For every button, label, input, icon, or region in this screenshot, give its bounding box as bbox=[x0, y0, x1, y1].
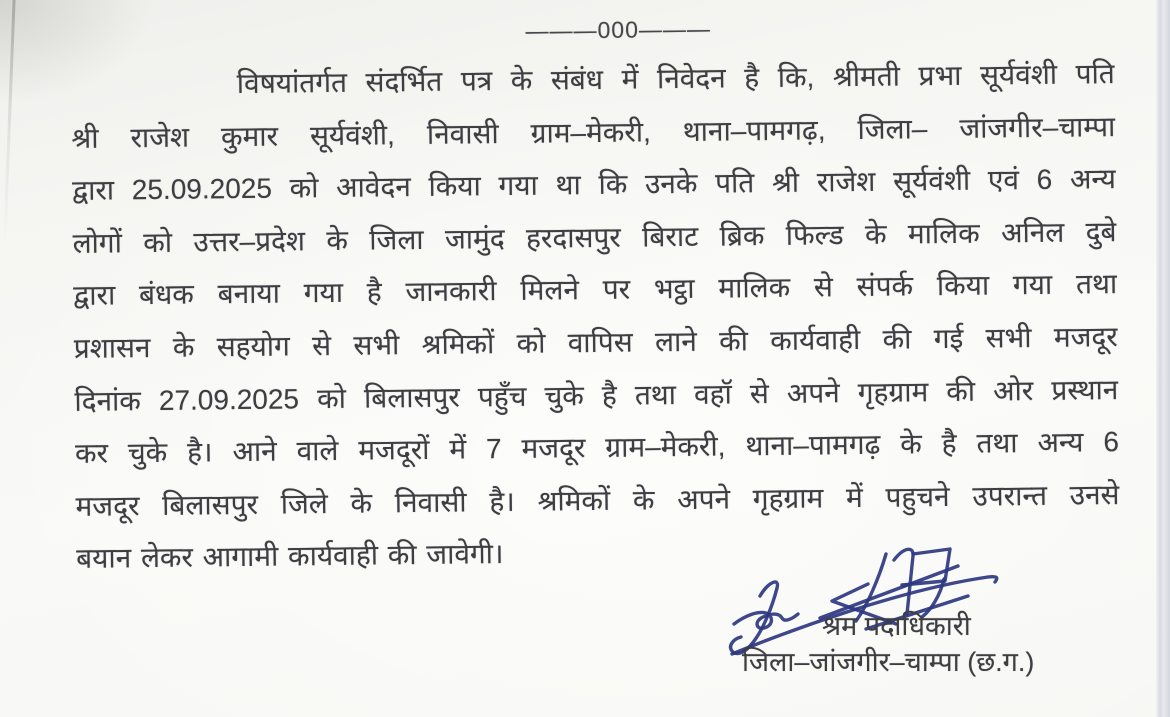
letter-line: मजदूर बिलासपुर जिले के निवासी है। श्रमिकों के अपने गृहग्राम में पहुचने उपरान्त उनसे bbox=[75, 478, 1120, 522]
signature-office: जिला–जांजगीर–चाम्पा (छ.ग.) bbox=[742, 647, 1035, 677]
letter-line: द्वारा 25.09.2025 को आवेदन किया गया था कि उनके पति श्री राजेश सूर्यवंशी एवं 6 अन्य bbox=[71, 163, 1117, 207]
letter-line: श्री राजेश कुमार सूर्यवंशी, निवासी ग्राम–मेकरी, थाना–पामगढ़, जिला– जांजगीर–चाम्पा bbox=[71, 110, 1116, 154]
letter-line: कर चुके है। आने वाले मजदूरों में 7 मजदूर ग्राम–मेकरी, थाना–पामगढ़ के है तथा अन्य 6 bbox=[74, 426, 1120, 470]
letter-body bbox=[70, 6, 1120, 586]
letter-line: द्वारा बंधक बनाया गया है जानकारी मिलने पर भट्ठा मालिक से संपर्क किया गया तथा bbox=[73, 268, 1118, 312]
letter-line: बयान लेकर आगामी कार्यवाही की जावेगी। bbox=[75, 538, 504, 575]
scan-edge-strip bbox=[1156, 0, 1170, 717]
letter-line: प्रशासन के सहयोग से सभी श्रमिकों को वापिस लाने की कार्यवाही की गई सभी मजदूर bbox=[73, 321, 1118, 364]
signature-designation: श्रम पदाधिकारी bbox=[822, 611, 971, 641]
letter-line: लोगों को उत्तर–प्रदेश के जिला जामुंद हरदासपुर बिराट ब्रिक फिल्ड के मालिक अनिल दुबे bbox=[72, 215, 1117, 259]
letter-line: विषयांतर्गत संदर्भित पत्र के संबंध में निवेदन है कि, श्रीमती प्रभा सूर्यवंशी पति bbox=[236, 58, 1115, 100]
letter-line: दिनांक 27.09.2025 को बिलासपुर पहुँच चुके है तथा वहॉ से अपने गृहग्राम की ओर प्रस्थान bbox=[74, 373, 1119, 417]
letter-paragraph bbox=[71, 48, 1121, 586]
separator-000: ———000——— bbox=[525, 15, 712, 44]
paper-crease bbox=[3, 0, 16, 244]
